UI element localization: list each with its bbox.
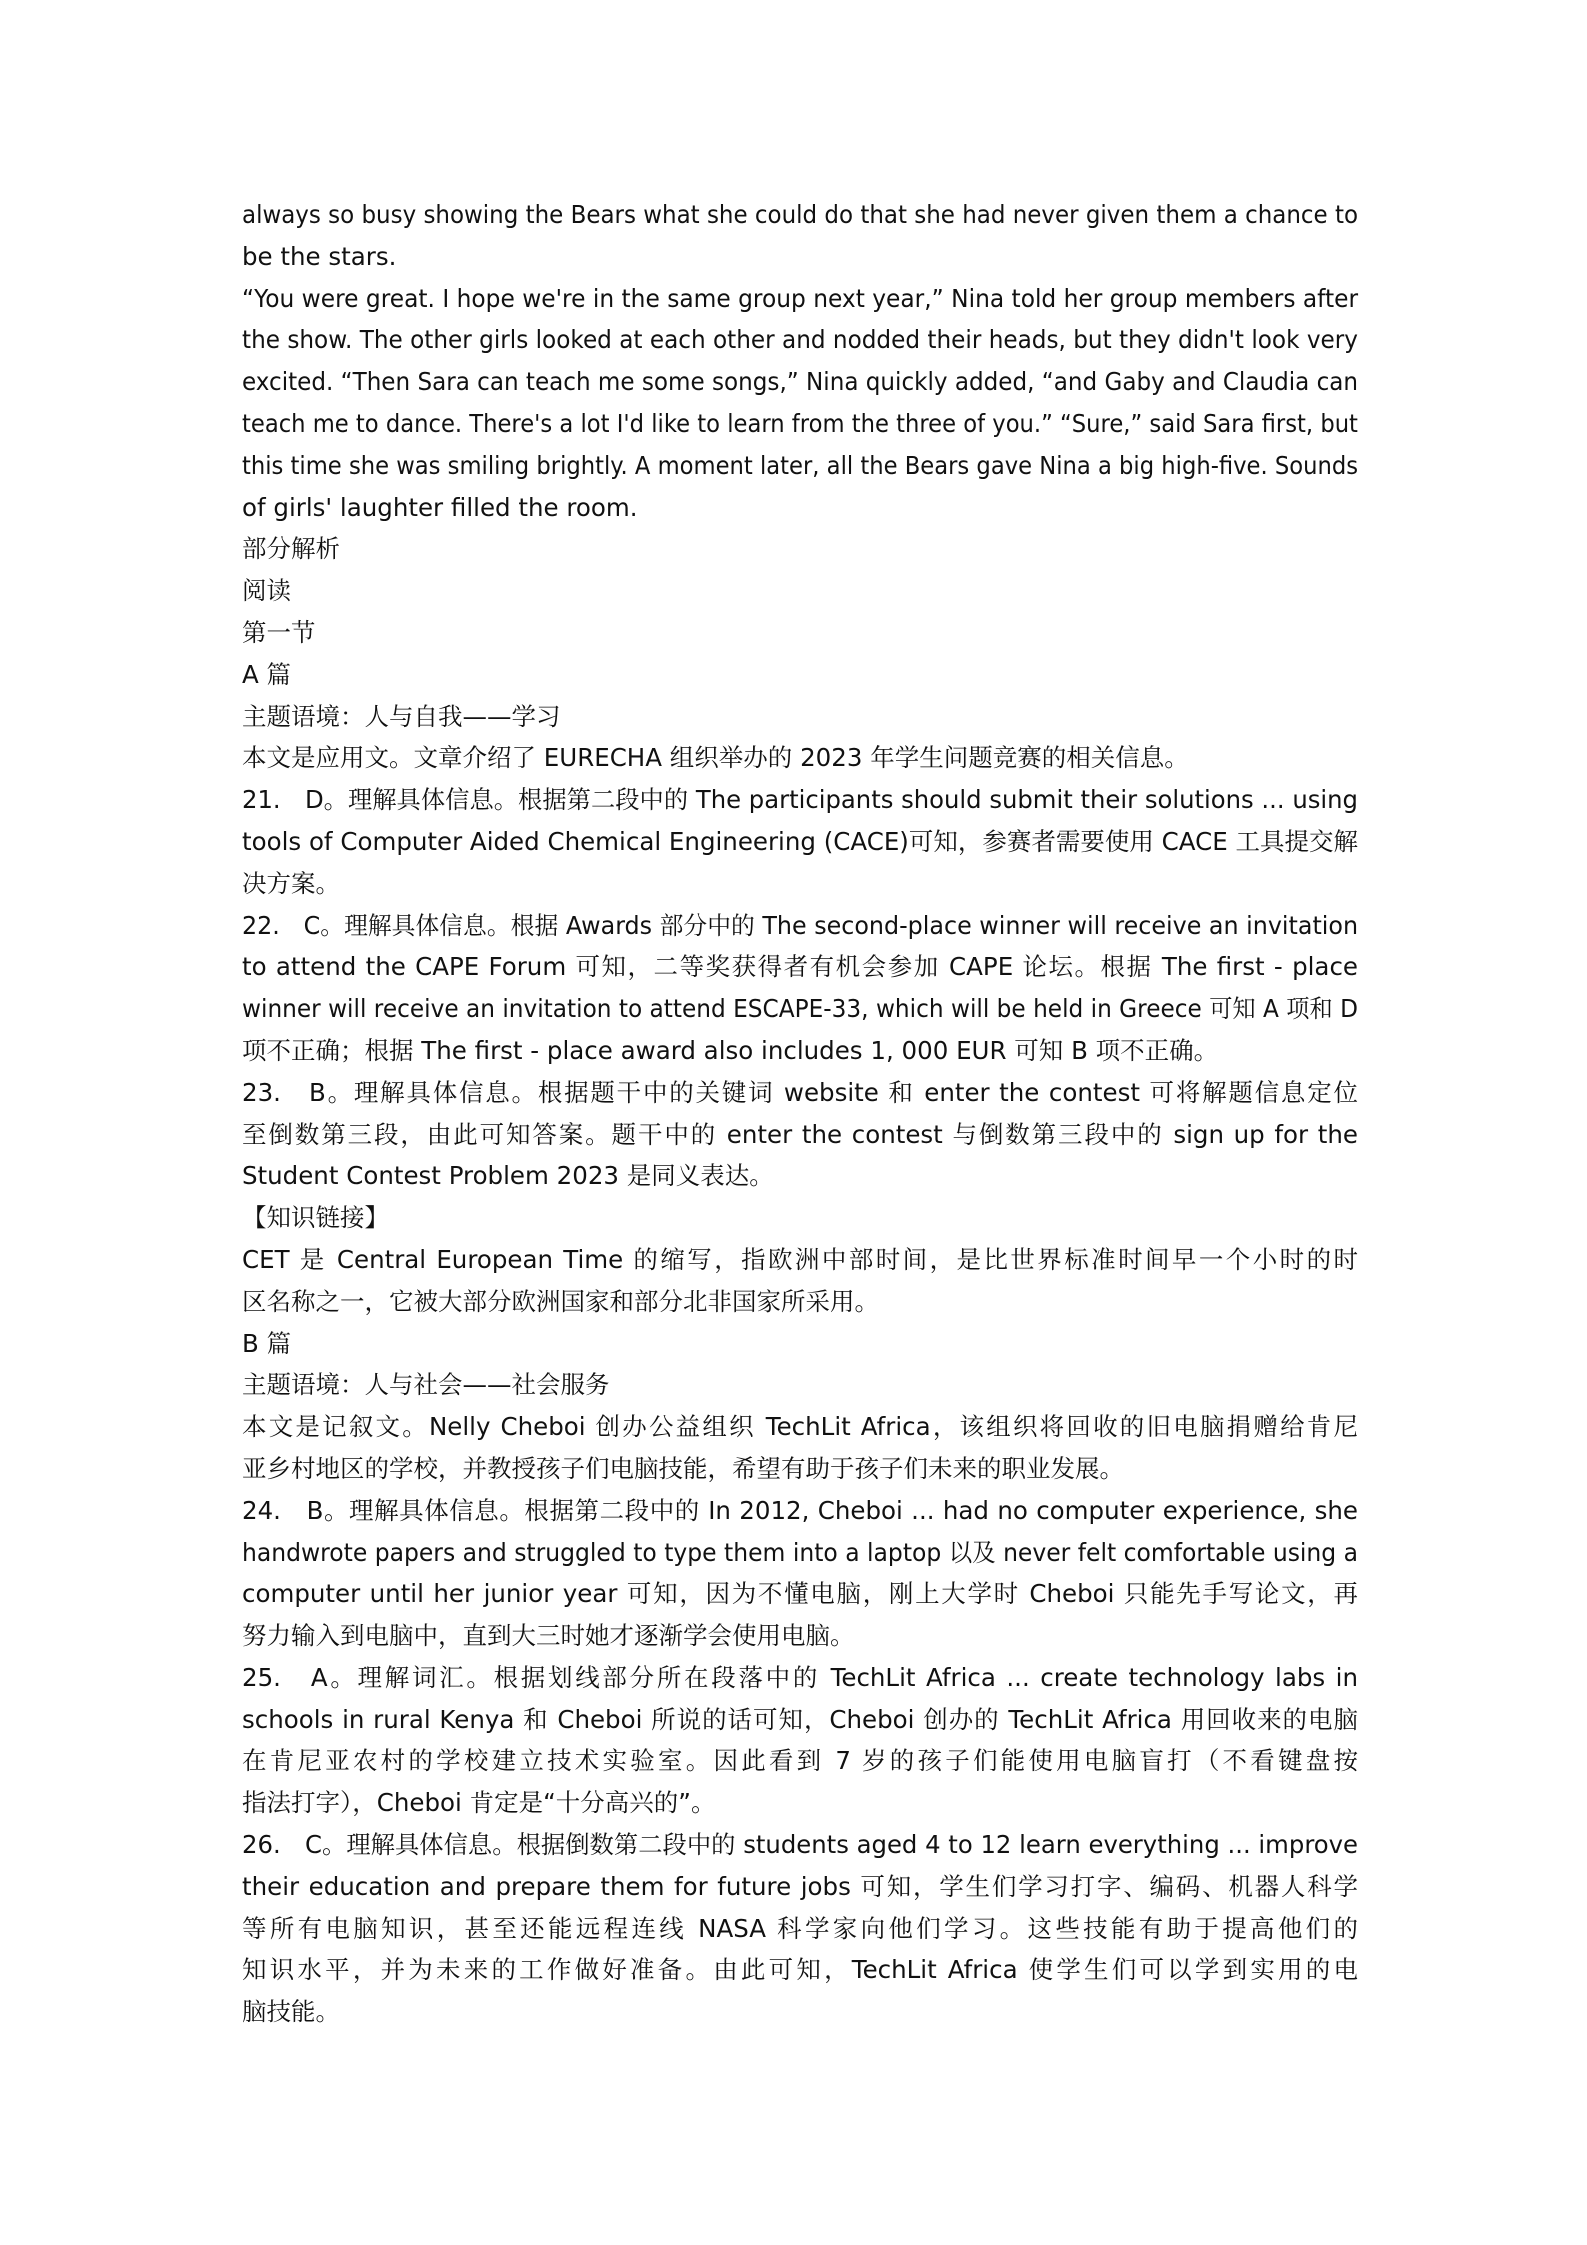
answer-line: to attend the CAPE Forum 可知，二等奖获得者有机会参加 CAPE 论坛。根据 The first - place bbox=[242, 952, 1358, 982]
answer-line: 24. B。理解具体信息。根据第二段中的 In 2012, Cheboi ... had no computer experience, she bbox=[242, 1495, 1358, 1525]
section-heading: 阅读 bbox=[242, 576, 291, 606]
passage-heading: B 篇 bbox=[242, 1328, 292, 1358]
section-heading: 第一节 bbox=[242, 617, 316, 647]
answer-line: 25. A。理解词汇。根据划线部分所在段落中的 TechLit Africa ... create technology labs in bbox=[242, 1662, 1358, 1692]
answer-line: 26. C。理解具体信息。根据倒数第二段中的 students aged 4 to 12 learn everything ... improve bbox=[242, 1830, 1359, 1860]
answer-line: 22. C。理解具体信息。根据 Awards 部分中的 The second-place winner will receive an invitation bbox=[242, 910, 1359, 940]
knowledge-link-line: CET 是 Central European Time 的缩写，指欧洲中部时间，是比世界标准时间早一个小时的时 bbox=[242, 1244, 1358, 1274]
answer-line: computer until her junior year 可知，因为不懂电脑，刚上大学时 Cheboi 只能先手写论文，再 bbox=[242, 1579, 1358, 1609]
text-line: teach me to dance. There's a lot I'd like to learn from the three of you.” “Sure,” said Sara first, but bbox=[242, 408, 1358, 438]
answer-line: 努力输入到电脑中，直到大三时她才逐渐学会使用电脑。 bbox=[242, 1621, 855, 1651]
answer-line: schools in rural Kenya 和 Cheboi 所说的话可知，Cheboi 创办的 TechLit Africa 用回收来的电脑 bbox=[242, 1704, 1358, 1734]
text-line: “You were great. I hope we're in the same group next year,” Nina told her group members after bbox=[242, 283, 1359, 313]
text-line: this time she was smiling brightly. A moment later, all the Bears gave Nina a big high-five. Sounds bbox=[242, 450, 1359, 480]
answer-line: 等所有电脑知识，甚至还能远程连线 NASA 科学家向他们学习。这些技能有助于提高他们的 bbox=[242, 1913, 1358, 1943]
theme-line: 主题语境：人与自我——学习 bbox=[242, 701, 561, 731]
answer-line: 指法打字），Cheboi 肯定是“十分高兴的”。 bbox=[242, 1788, 716, 1818]
knowledge-link-line: 区名称之一，它被大部分欧洲国家和部分北非国家所采用。 bbox=[242, 1286, 879, 1316]
text-line: excited. “Then Sara can teach me some songs,” Nina quickly added, “and Gaby and Claudia can bbox=[242, 367, 1359, 397]
answer-line: 项不正确；根据 The first - place award also includes 1, 000 EUR 可知 B 项不正确。 bbox=[242, 1035, 1219, 1065]
knowledge-link-heading: 【知识链接】 bbox=[242, 1203, 389, 1233]
answer-line: 在肯尼亚农村的学校建立技术实验室。因此看到 7 岁的孩子们能使用电脑盲打（不看键盘按 bbox=[242, 1746, 1358, 1776]
section-heading: 部分解析 bbox=[242, 534, 340, 564]
document-body bbox=[242, 194, 1358, 2033]
text-line: be the stars. bbox=[242, 241, 397, 271]
answer-line: tools of Computer Aided Chemical Engineering (CACE)可知，参赛者需要使用 CACE 工具提交解 bbox=[242, 826, 1358, 856]
text-line: the show. The other girls looked at each other and nodded their heads, but they didn't look very bbox=[242, 325, 1358, 355]
summary-line: 亚乡村地区的学校，并教授孩子们电脑技能，希望有助于孩子们未来的职业发展。 bbox=[242, 1453, 1124, 1483]
answer-line: their education and prepare them for future jobs 可知，学生们学习打字、编码、机器人科学 bbox=[242, 1871, 1358, 1901]
theme-line: 主题语境：人与社会——社会服务 bbox=[242, 1370, 610, 1400]
answer-line: winner will receive an invitation to attend ESCAPE-33, which will be held in Greece 可知 A 项和 D bbox=[242, 994, 1358, 1024]
answer-line: Student Contest Problem 2023 是同义表达。 bbox=[242, 1161, 774, 1191]
text-line: always so busy showing the Bears what she could do that she had never given them a chance to bbox=[242, 200, 1359, 229]
answer-line: 21. D。理解具体信息。根据第二段中的 The participants should submit their solutions ... using bbox=[242, 785, 1358, 815]
answer-line: 脑技能。 bbox=[242, 1997, 340, 2027]
answer-line: 知识水平，并为未来的工作做好准备。由此可知，TechLit Africa 使学生们可以学到实用的电 bbox=[242, 1955, 1358, 1985]
text-line: of girls' laughter filled the room. bbox=[242, 492, 638, 522]
summary-line: 本文是应用文。文章介绍了 EURECHA 组织举办的 2023 年学生问题竞赛的相关信息。 bbox=[242, 743, 1189, 773]
summary-line: 本文是记叙文。Nelly Cheboi 创办公益组织 TechLit Africa，该组织将回收的旧电脑捐赠给肯尼 bbox=[242, 1412, 1358, 1442]
answer-line: 至倒数第三段，由此可知答案。题干中的 enter the contest 与倒数第三段中的 sign up for the bbox=[242, 1119, 1358, 1149]
answer-line: 决方案。 bbox=[242, 868, 340, 898]
answer-line: handwrote papers and struggled to type them into a laptop 以及 never felt comfortable using a bbox=[242, 1537, 1359, 1567]
passage-heading: A 篇 bbox=[242, 659, 292, 689]
answer-line: 23. B。理解具体信息。根据题干中的关键词 website 和 enter the contest 可将解题信息定位 bbox=[242, 1077, 1358, 1107]
